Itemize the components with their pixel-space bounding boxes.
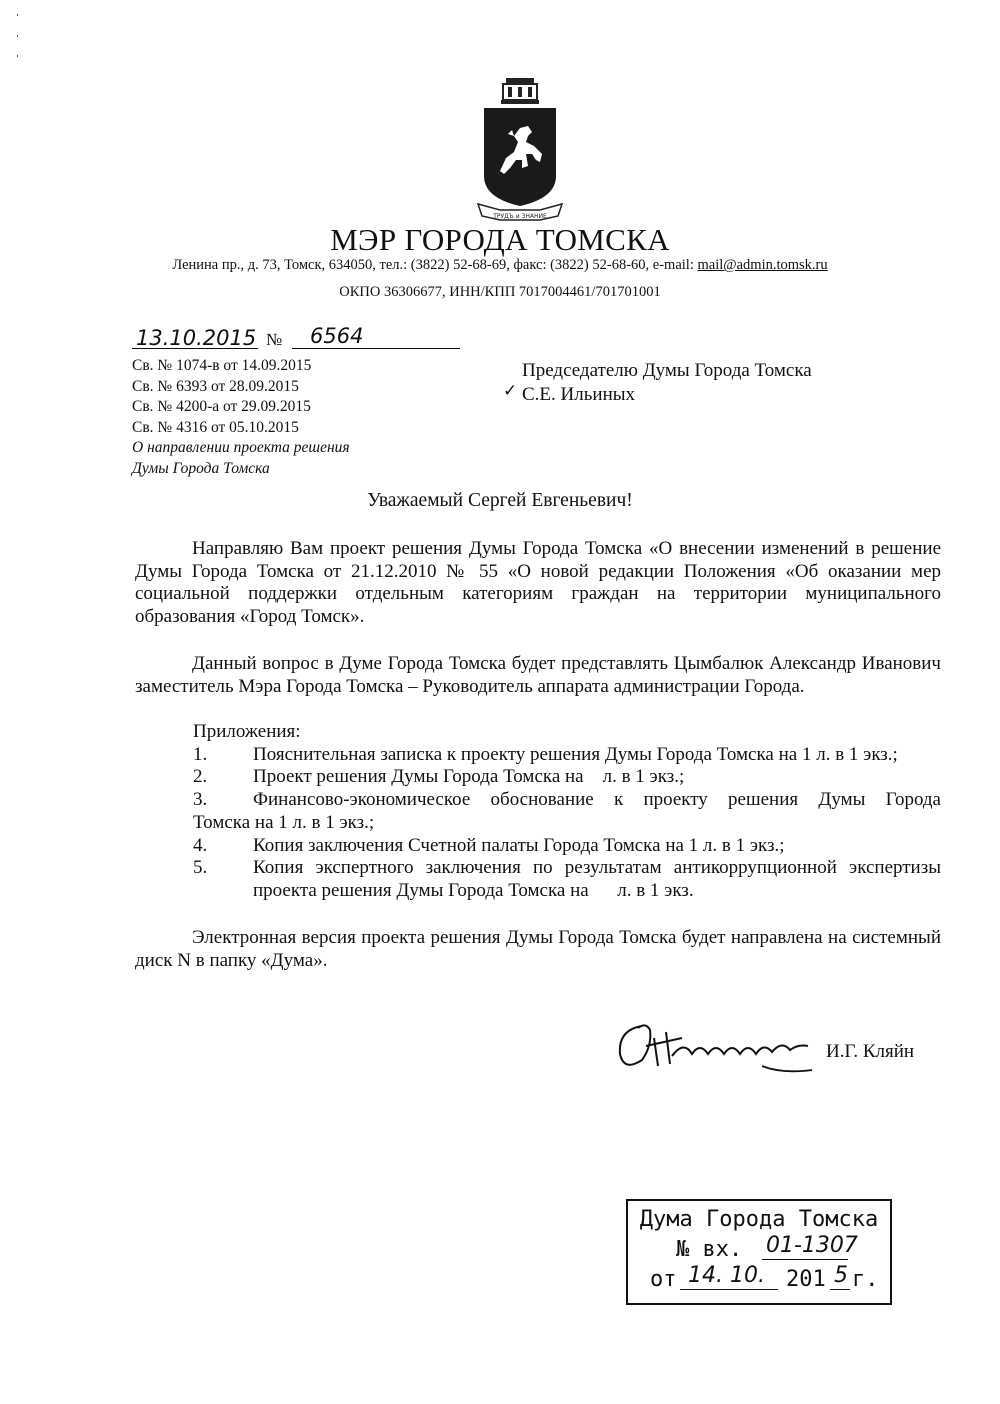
emblem-ribbon-text: ТРУДЪ и ЗНАНИЕ	[493, 213, 547, 220]
stamp-year-suffix: г.	[852, 1267, 879, 1292]
email-link[interactable]: mail@admin.tomsk.ru	[697, 257, 828, 273]
letterhead-codes: ОКПО 36306677, ИНН/КПП 7017004461/701701001	[339, 284, 661, 300]
tomsk-coat-of-arms	[470, 76, 570, 221]
attachment-item: 1. Пояснительная записка к проекту решения Думы Города Томска на 1 л. в 1 экз.;	[193, 743, 898, 765]
letterhead-address	[0, 257, 1000, 274]
scan-mark	[17, 14, 18, 16]
attachments-list	[193, 721, 941, 903]
scan-mark	[17, 55, 18, 57]
number-label: №	[266, 330, 283, 349]
paragraph-1: Направляю Вам проект решения Думы Города Томска «О внесении изменений в решение Думы Города Томска от 21.12.2010 № 55 «О новой редакции Положения «Об оказании мер социальной поддержки отдельным категориям граждан на территории муниципального образования «Город Томск».	[135, 538, 941, 628]
addressee-name: С.Е. Ильиных	[522, 384, 635, 405]
paragraph-2: Данный вопрос в Думе Города Томска будет представлять Цымбалюк Александр Иванович заместитель Мэра Города Томска – Руководитель аппарата администрации Города.	[135, 653, 941, 697]
stamp-title: Дума Города Томска	[639, 1207, 879, 1232]
incoming-registration-stamp	[626, 1199, 892, 1305]
attachments-title: Приложения:	[193, 721, 301, 742]
letterhead-title: МЭР ГОРОДА ТОМСКА	[330, 222, 670, 257]
stamp-date-value: 14. 10.	[688, 1263, 765, 1288]
address-text: Ленина пр., д. 73, Томск, 634050, тел.: (3822) 52-68-69, факс: (3822) 52-68-60, e-mail:	[172, 257, 698, 273]
reference-item: Св. № 1074-в от 14.09.2015	[132, 357, 312, 374]
check-mark: ✓	[503, 381, 518, 400]
subject-line: О направлении проекта решения	[132, 439, 350, 456]
stamp-number-label: № вх.	[676, 1237, 743, 1262]
stamp-year-digit: 5	[834, 1263, 848, 1288]
stamp-year-prefix: 201	[786, 1267, 826, 1292]
signatory-name: И.Г. Кляйн	[826, 1041, 915, 1062]
attachment-item: 3. Финансово-экономическое обоснование к проекту решения Думы Города Томска на 1 л. в 1 экз.;	[193, 789, 941, 833]
attachment-item: 5. Копия экспертного заключения по результатам антикоррупционной экспертизы проекта решения Думы Города Томска на л. в 1 экз.	[193, 857, 941, 901]
greeting: Уважаемый Сергей Евгеньевич!	[367, 490, 633, 511]
subject-line: Думы Города Томска	[132, 459, 270, 477]
outgoing-number: 6564	[310, 324, 364, 348]
stamp-number-value: 01-1307	[766, 1233, 858, 1258]
attachment-item: 4. Копия заключения Счетной палаты Города Томска на 1 л. в 1 экз.;	[193, 834, 785, 856]
reference-item: Св. № 4316 от 05.10.2015	[132, 418, 299, 436]
addressee-title: Председателю Думы Города Томска	[522, 360, 812, 381]
scan-mark	[17, 35, 18, 37]
addressee-block	[522, 359, 812, 407]
attachment-item: 2. Проект решения Думы Города Томска на л. в 1 экз.;	[193, 766, 685, 788]
outgoing-date: 13.10.2015	[136, 326, 257, 350]
reference-item: Св. № 6393 от 28.09.2015	[132, 377, 299, 395]
reference-list	[132, 356, 350, 479]
reference-item: Св. № 4200-а от 29.09.2015	[132, 398, 311, 415]
signature-image	[612, 1016, 832, 1080]
outgoing-number-line	[132, 324, 462, 352]
stamp-date-prefix: от	[650, 1267, 677, 1292]
paragraph-3: Электронная версия проекта решения Думы Города Томска будет направлена на системный диск N в папку «Дума».	[135, 927, 941, 971]
